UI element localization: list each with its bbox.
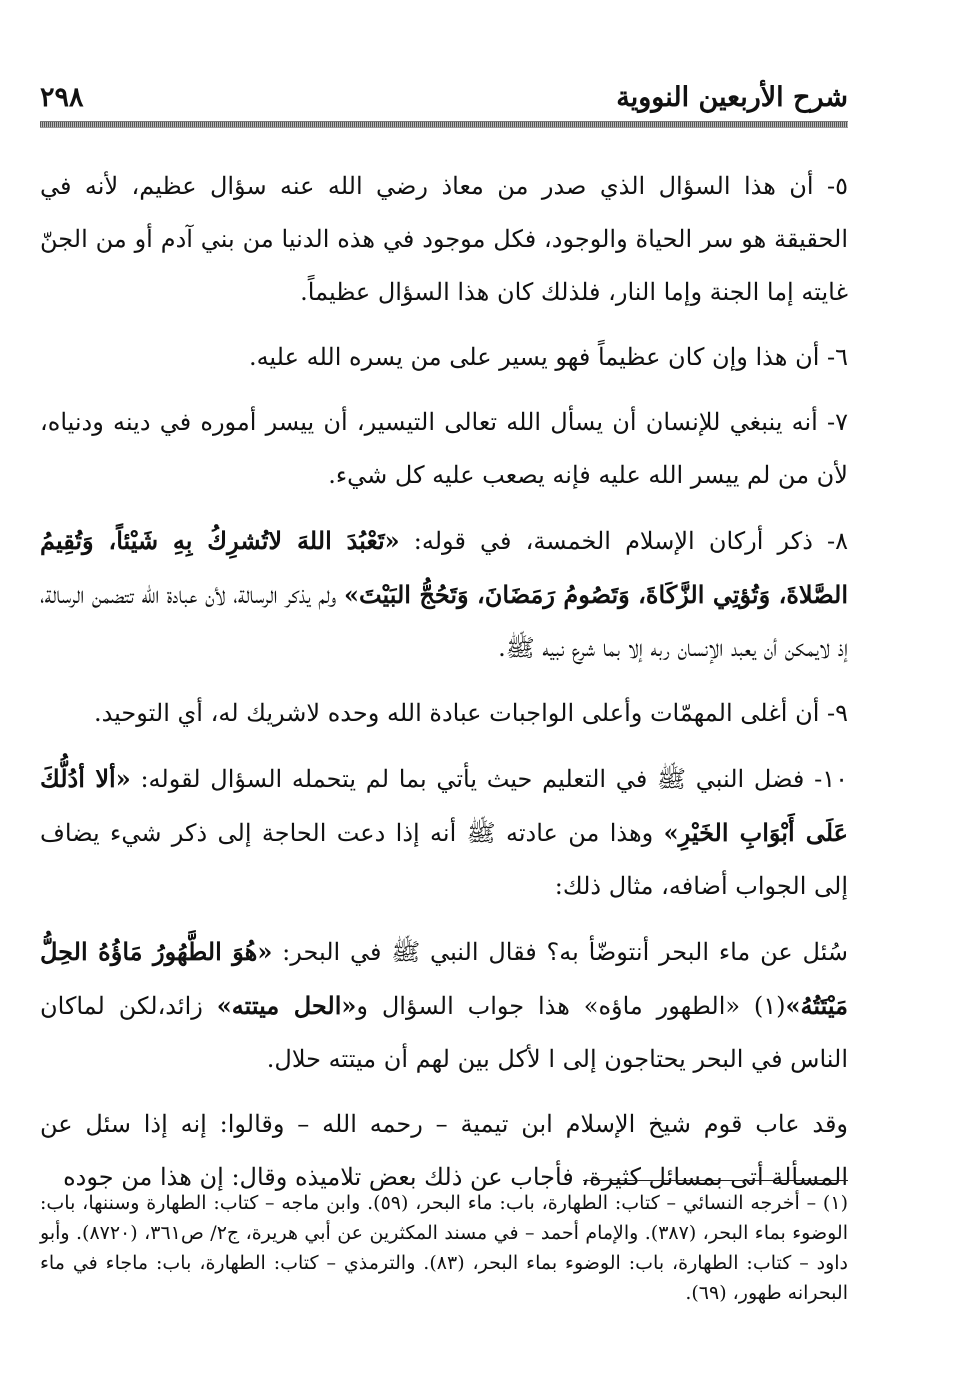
text-segment: (١) «الطهور ماؤه» هذا جواب السؤال و bbox=[356, 992, 786, 1020]
paragraph bbox=[40, 331, 848, 384]
hadith-quote: «ألا أدُلُّكَ عَلَى أَبْوَابِ الخَيْرِ» bbox=[40, 764, 848, 847]
text-segment: ٧- أنه ينبغي للإنسان أن يسأل الله تعالى التيسير، أن ييسر أموره في دينه ودنياه، لأن من لم ييسر الله عليه فإنه يصعب عليه كل شيء. bbox=[40, 408, 848, 489]
text-segment: ٦- أن هذا وإن كان عظيماً فهو يسير على من يسره الله عليه. bbox=[248, 343, 848, 371]
book-title: شرح الأربعين النووية bbox=[616, 82, 848, 113]
footnotes bbox=[40, 1188, 848, 1308]
running-header bbox=[40, 78, 848, 118]
page-number: ٢٩٨ bbox=[40, 82, 84, 113]
hadith-quote: «تَعْبُدَ اللهَ لاتُشرِكُ بِهِ شَيْئاً، وَتُقِيمُ الصَّلاةَ، وَتُؤتِي الزَّكَاةَ، وَتَصُومُ رَمَضَانَ، وَتَحُجُّ البَيْتَ» bbox=[40, 526, 849, 609]
text-segment: ولم يذكر الرسالة، لأن عبادة الله تتضمن الرسالة، إذ لايمكن أن يعبد الإنسان ربه إلا بما شرع نبيه ﷺ. bbox=[40, 581, 848, 662]
paragraph bbox=[40, 514, 848, 675]
footnote: (١) – أخرجه النسائي – كتاب: الطهارة، باب: ماء البحر، (٥٩). وابن ماجه – كتاب: الطهارة وسننها، باب: الوضوء بماء البحر، (٣٨٧). والإمام أحمد – في مسند المكثرين عن أبي هريرة، ج٢/ ص٣٦١، (٨٧٢٠). وأبو داود – كتاب: الطهارة، باب: الوضوء بماء البحر، (٨٣). والترمذي – كتاب: الطهارة، باب: ماجاء في ماء البحرانه طهور، (٦٩). bbox=[40, 1192, 848, 1304]
paragraph bbox=[40, 396, 848, 502]
paragraph bbox=[40, 160, 848, 319]
text-segment: زائد،لكن لماكان الناس في البحر يحتاجون إلى ا لأكل بين لهم أن ميتته حلال. bbox=[40, 992, 848, 1073]
footnote-rule bbox=[583, 1180, 848, 1181]
text-segment: ٨- ذكر أركان الإسلام الخمسة، في قوله: bbox=[399, 527, 848, 555]
text-segment: وهذا من عادته ﷺ أنه إذا دعت الحاجة إلى ذكر شيء يضاف إلى الجواب أضافه، مثال ذلك: bbox=[40, 819, 848, 900]
text-segment: ٩- أن أغلى المهمّات وأعلى الواجبات عبادة الله وحده لاشريك له، أي التوحيد. bbox=[93, 699, 848, 727]
paragraph bbox=[40, 687, 848, 740]
header-rule bbox=[40, 121, 848, 128]
paragraph bbox=[40, 752, 848, 913]
text-segment: ٥- أن هذا السؤال الذي صدر من معاذ رضي الله عنه سؤال عظيم، لأنه في الحقيقة هو سر الحياة والوجود، فكل موجود في هذه الدنيا من بني آدم أو من الجنّ غايته إما الجنة وإما النار، فلذلك كان هذا السؤال عظيماً. bbox=[40, 172, 848, 306]
hadith-quote: «الحل ميتته» bbox=[216, 991, 357, 1020]
main-text bbox=[40, 160, 848, 1216]
text-segment: سُئل عن ماء البحر أنتوضّأ به؟ فقال النبي ﷺ في البحر: bbox=[272, 938, 848, 966]
hadith-quote: «هُوَ الطَّهُورُ مَاؤُهُ الحِلُّ مَيْتَتُهُ» bbox=[40, 937, 848, 1020]
paragraph bbox=[40, 925, 848, 1086]
text-segment: ١٠- فضل النبي ﷺ في التعليم حيث يأتي بما لم يتحمله السؤال لقوله: bbox=[130, 765, 849, 793]
text-segment: وقد عاب قوم شيخ الإسلام ابن تيمية – رحمه الله – وقالوا: إنه إذا سئل عن المسألة أتى بمسائل كثيرة، فأجاب عن ذلك بعض تلاميذه وقال: إن هذا من جوده bbox=[40, 1110, 848, 1191]
